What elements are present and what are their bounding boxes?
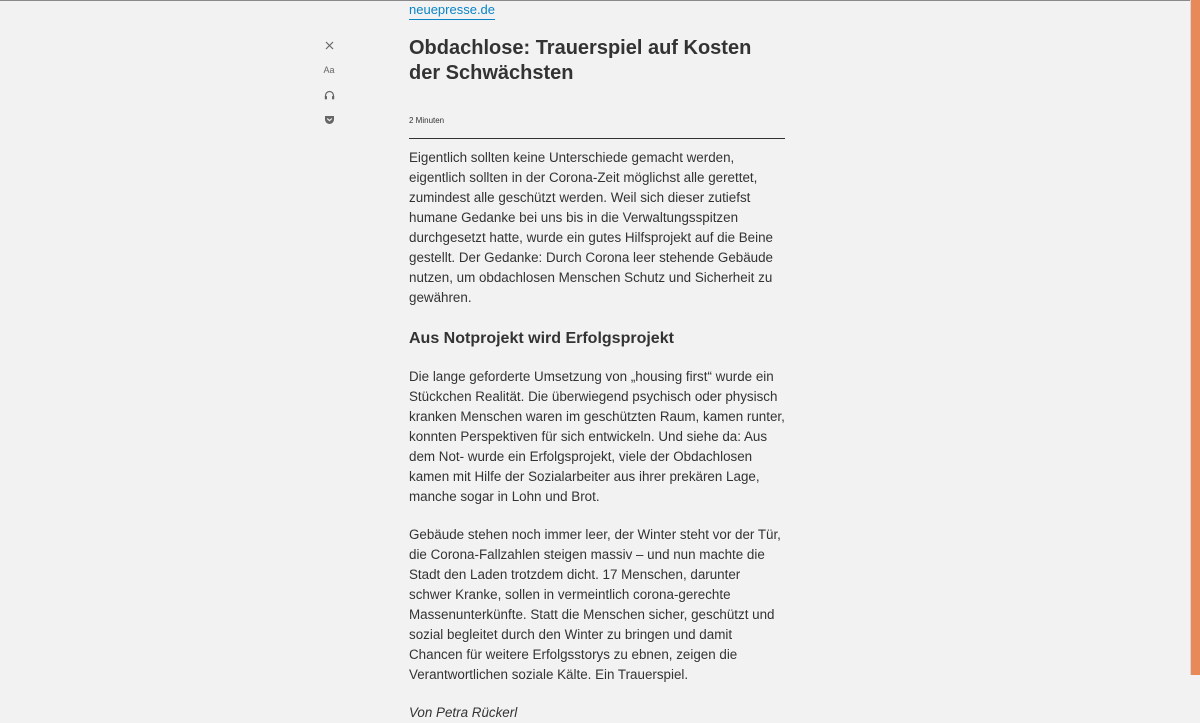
save-to-pocket-button[interactable] [318,111,340,129]
close-reader-button[interactable] [318,36,340,54]
narrate-button[interactable] [318,86,340,104]
reading-time: 2 Minuten [409,116,445,125]
article-paragraph-1: Eigentlich sollten keine Unterschiede gemacht werden, eigentlich sollten in der Corona-Zeit möglichst alle gerettet, zumindest alle geschützt werden. Weil sich dieser zutiefst humane Gedanke bei uns bis in die Verwaltungsspitzen durchgesetzt hatte, wurde ein gutes Hilfsprojekt auf die Beine gestellt. Der Gedanke: Durch Corona leer stehende Gebäude nutzen, um obdachlosen Menschen Schutz und Sicherheit zu gewähren. [409,150,773,305]
article-subheading: Aus Notprojekt wird Erfolgsprojekt [409,330,674,347]
source-domain-link[interactable]: neuepresse.de [409,0,495,20]
article-title: Obdachlose: Trauerspiel auf Kosten der Schwächsten [409,37,752,84]
header-divider [409,138,785,139]
article-paragraph-3: Gebäude stehen noch immer leer, der Winter steht vor der Tür, die Corona-Fallzahlen steigen massiv – und nun machte die Stadt den Laden trotzdem dicht. 17 Menschen, darunter schwer Kranke, sollen in vermeintlich corona-gerechte Massenunterkünfte. Statt die Menschen sicher, geschützt und sozial begleitet durch den Winter zu bringen und damit Chancen für weitere Erfolgsstorys zu ebnen, zeigen die Verantwortlichen soziale Kälte. Ein Trauerspiel. [409,527,781,682]
article-byline: Von Petra Rückerl [409,705,518,720]
reader-article [409,0,785,723]
close-icon [325,41,334,50]
article-paragraph-2: Die lange geforderte Umsetzung von „housing first“ wurde ein Stückchen Realität. Die überwiegend psychisch oder physisch kranken Menschen waren im geschützten Raum, kamen runter, konnten Perspektiven für sich entwickeln. Und siehe da: Aus dem Not- wurde ein Erfolgsprojekt, viele der Obdachlosen kamen mit Hilfe der Sozialarbeiter aus ihrer prekären Lage, manche sogar in Lohn und Brot. [409,369,785,504]
reader-toolbar [318,36,340,136]
scrollbar[interactable] [1191,0,1200,675]
text-size-icon: Aa [323,65,335,75]
headphones-icon [324,90,335,100]
pocket-icon [324,115,335,125]
text-size-button[interactable] [318,61,340,79]
